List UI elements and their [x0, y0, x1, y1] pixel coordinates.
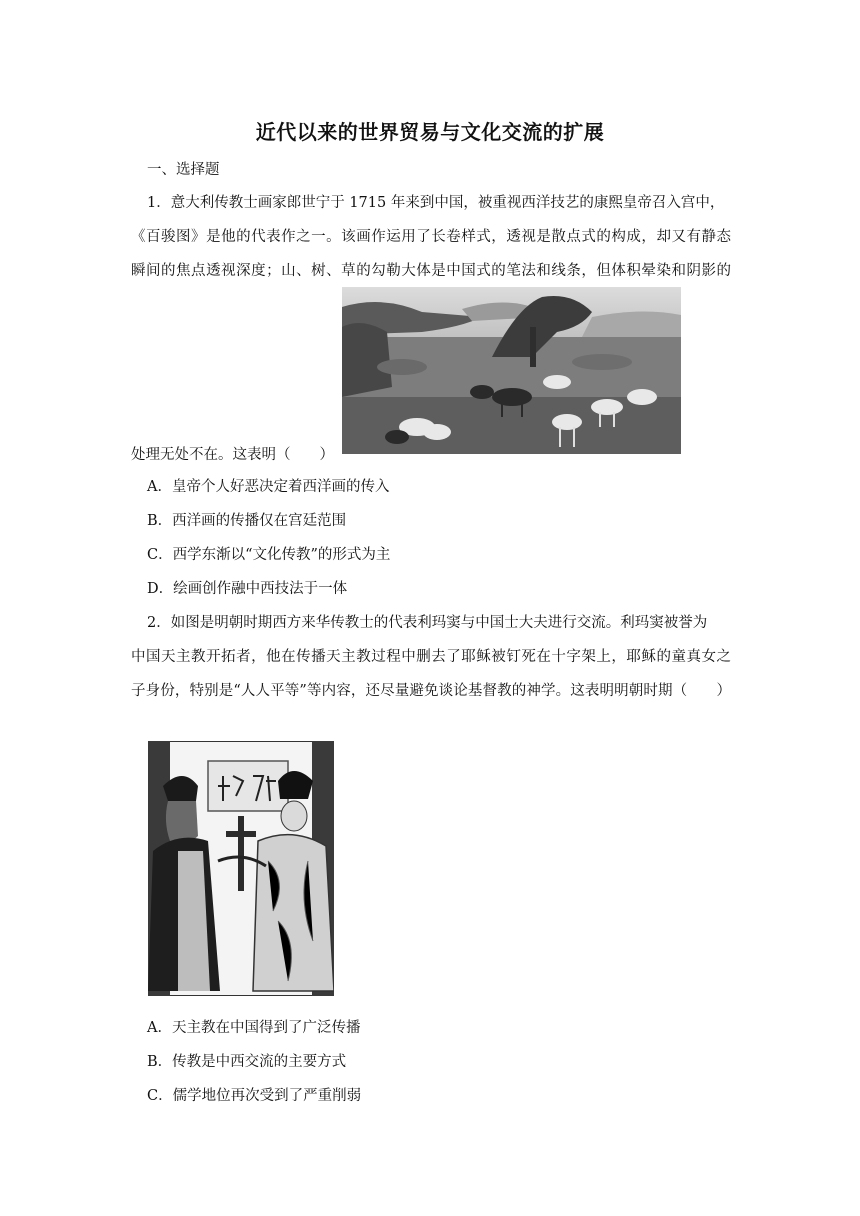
- section-heading: 一、选择题: [147, 162, 220, 178]
- q2-text-line-1: 2．如图是明朝时期西方来华传教士的代表利玛窦与中国士大夫进行交流。利玛窦被誉为: [147, 615, 708, 631]
- q1-text-line-2: 《百骏图》是他的代表作之一。该画作运用了长卷样式，透视是散点式的构成，却又有静态: [131, 229, 731, 245]
- q1-text-line-4: 处理无处不在。这表明（ ）: [131, 447, 334, 463]
- q2-text-line-3: 子身份，特别是“人人平等”等内容，还尽量避免谈论基督教的神学。这表明明朝时期（ ）: [131, 683, 731, 699]
- q1-text-line-1: 1．意大利传教士画家郎世宁于 1715 年来到中国，被重视西洋技艺的康熙皇帝召入宫中，: [147, 195, 725, 211]
- page-title: 近代以来的世界贸易与文化交流的扩展: [255, 120, 605, 144]
- q1-option-c: C．西学东渐以“文化传教”的形式为主: [147, 547, 391, 563]
- q2-option-b: B．传教是中西交流的主要方式: [147, 1054, 347, 1070]
- q1-option-b: B．西洋画的传播仅在宫廷范围: [147, 513, 347, 529]
- q2-option-c: C．儒学地位再次受到了严重削弱: [147, 1088, 362, 1104]
- horses-painting-image: [342, 287, 681, 454]
- q2-text-line-2: 中国天主教开拓者，他在传播天主教过程中删去了耶稣被钉死在十字架上，耶稣的童真女之: [131, 649, 731, 665]
- ricci-illustration-image: [148, 741, 334, 996]
- q1-option-d: D．绘画创作融中西技法于一体: [147, 581, 348, 597]
- q1-option-a: A．皇帝个人好恶决定着西洋画的传入: [147, 479, 390, 495]
- q2-option-a: A．天主教在中国得到了广泛传播: [147, 1020, 361, 1036]
- q1-text-line-3: 瞬间的焦点透视深度；山、树、草的勾勒大体是中国式的笔法和线条，但体积晕染和阴影的: [131, 263, 731, 279]
